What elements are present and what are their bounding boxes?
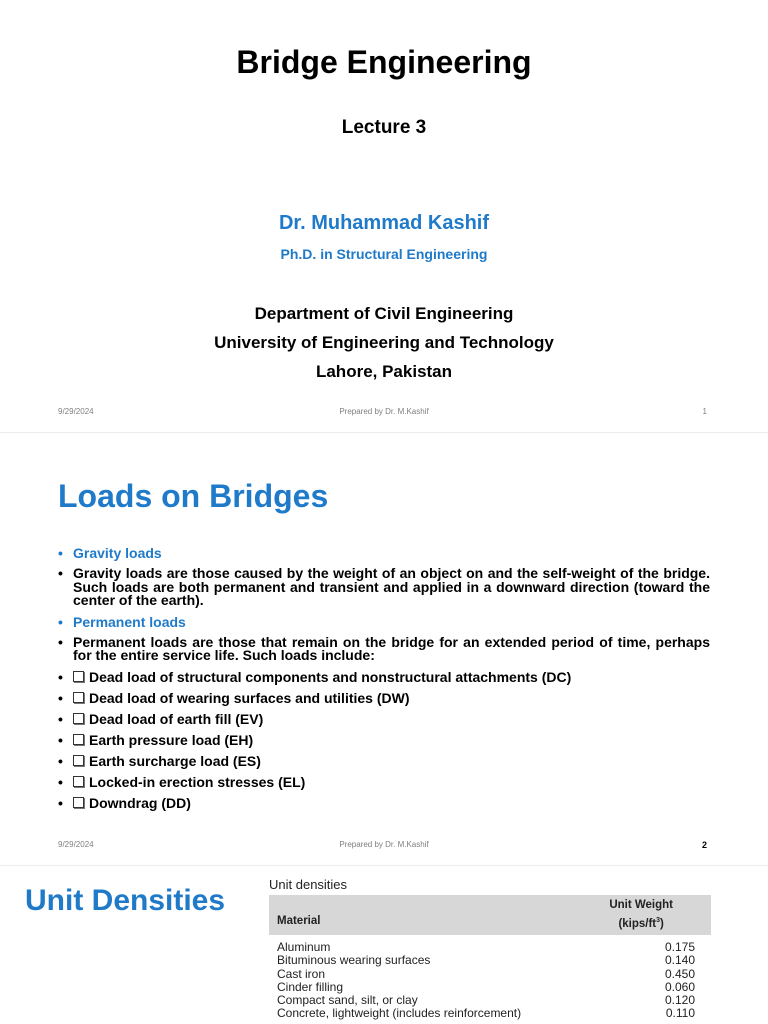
bullet-icon: • (58, 794, 63, 811)
bullet-list (58, 546, 710, 817)
list-item: • Locked-in erection stresses (EL) (58, 773, 306, 790)
author-degree: Ph.D. in Structural Engineering (280, 246, 488, 262)
material-cell: Cast iron (277, 966, 326, 981)
checkbox-icon (73, 776, 84, 787)
bullet-icon: • (58, 710, 63, 727)
checkbox-icon (73, 734, 84, 745)
unit-weight-cell: 0.110 (665, 1006, 695, 1021)
footer-page-number: 2 (701, 840, 707, 850)
unit-weight-cell: 0.450 (664, 966, 695, 981)
slide-3 (0, 866, 768, 1024)
list-item: • Dead load of structural components and nonstructural attachments (DC) (58, 668, 572, 685)
bullet-icon: • (58, 773, 63, 790)
footer-prepared-by: Prepared by Dr. M.Kashif (339, 840, 429, 849)
table-row (269, 968, 711, 981)
bullet-icon: • (58, 613, 63, 630)
column-header-unit-weight: Unit Weight $(kips/ft^3)$ (609, 899, 673, 930)
checkbox-icon (73, 713, 84, 724)
lecture-number: Lecture 3 (341, 117, 427, 138)
unit-weight-cell: 0.140 (664, 953, 695, 968)
department: Department of Civil Engineering (254, 304, 514, 323)
bullet-icon: • (58, 633, 63, 650)
slide-heading: Unit Densities (25, 884, 226, 917)
slide-title: Bridge Engineering (236, 44, 532, 80)
material-cell: Bituminous wearing surfaces (277, 953, 431, 968)
material-cell: Aluminum (277, 940, 331, 954)
footer-prepared-by: Prepared by Dr. M.Kashif (339, 407, 429, 416)
bullet-icon: • (58, 545, 63, 561)
unit-weight-cell: 0.175 (664, 940, 695, 954)
list-item: • Dead load of wearing surfaces and utilities (DW) (58, 689, 410, 706)
location: Lahore, Pakistan (315, 362, 453, 381)
material-cell: Compact sand, silt, or clay (277, 993, 418, 1008)
checkbox-icon (73, 797, 84, 808)
table-row (269, 1007, 711, 1020)
table-header (269, 895, 711, 935)
bullet-icon: • (58, 752, 63, 769)
bullet-icon: • (58, 731, 63, 748)
list-item: • Dead load of earth fill (EV) (58, 710, 264, 727)
checkbox-icon (73, 755, 84, 766)
table-row (269, 981, 711, 994)
list-item: • Earth surcharge load (ES) (58, 752, 261, 769)
bullet-icon: • (58, 565, 63, 581)
unit-weight-cell: 0.060 (664, 979, 695, 994)
table-body (269, 935, 711, 1021)
bullet-icon: • (58, 668, 63, 685)
unit-density-table (269, 895, 711, 1021)
checkbox-icon (73, 671, 84, 682)
footer-page-number: 1 (702, 407, 707, 416)
list-item: • Earth pressure load (EH) (58, 731, 254, 748)
slide-2 (0, 433, 768, 865)
unit-weight-cell: 0.120 (664, 993, 695, 1008)
material-cell: Concrete, lightweight (includes reinforcement) (277, 1006, 522, 1021)
table-caption: Unit densities (269, 877, 348, 892)
footer-date: 9/29/2024 (58, 407, 94, 416)
table-row (269, 941, 711, 954)
table-row (269, 994, 711, 1007)
list-item: • Permanent loads are those that remain on the bridge for an extended period of time, perhaps for the entire service life. Such loads include: (58, 633, 710, 663)
university: University of Engineering and Technology (214, 333, 554, 352)
bullet-icon: • (58, 689, 63, 706)
slide-1 (0, 0, 768, 432)
list-item: • Permanent loads (58, 613, 186, 630)
author-name: Dr. Muhammad Kashif (278, 212, 490, 234)
checkbox-icon (73, 692, 84, 703)
slide-heading: Loads on Bridges (58, 478, 329, 514)
list-item: • Downdrag (DD) (58, 794, 191, 811)
column-header-material: Material (277, 915, 321, 927)
material-cell: Cinder filling (277, 979, 344, 994)
table-row (269, 954, 711, 967)
list-item: • Gravity loads are those caused by the weight of an object on and the self-weight of the bridge. Such loads are both permanent and transient and applied in a downward direction (toward the center of the earth). (58, 565, 710, 608)
list-item: • Gravity loads (58, 545, 162, 561)
footer-date: 9/29/2024 (58, 840, 94, 849)
